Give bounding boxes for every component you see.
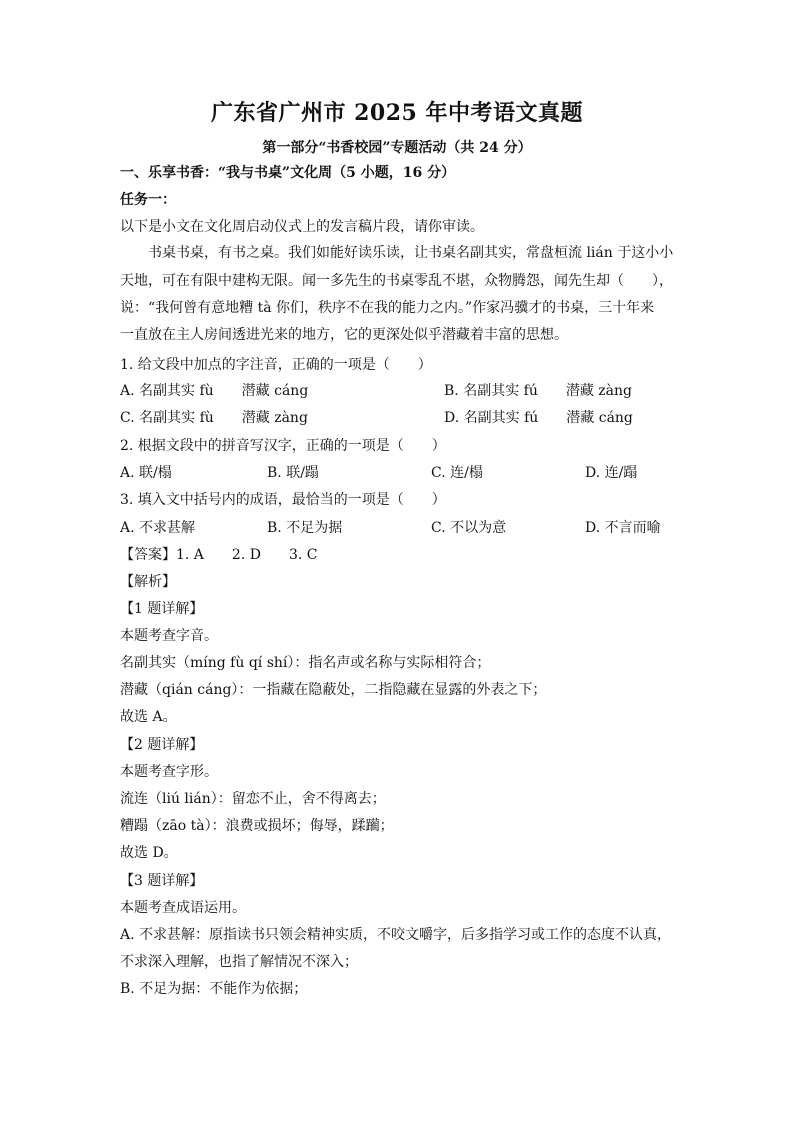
detail-text: 本题考查成语运用。 xyxy=(120,900,246,916)
option-a: A. 名副其实 fù 潜藏 cáng xyxy=(120,383,309,399)
intro-text: 以下是小文在文化周启动仪式上的发言稿片段，请你审读。 xyxy=(120,219,484,235)
passage-line: 天地，可在有限中建构无限。闻一多先生的书桌零乱不堪，众物腾怨，闻先生却（ ）， xyxy=(120,273,673,289)
detail-heading: 【3 题详解】 xyxy=(120,873,204,889)
detail-heading: 【1 题详解】 xyxy=(120,601,204,617)
analysis-heading: 【解析】 xyxy=(120,574,176,590)
passage-line: 书桌书桌，有书之桌。我们如能好读乐读，让书桌名副其实，常盘桓流 lián 于这小小 xyxy=(148,245,674,261)
detail-text: 本题考查字音。 xyxy=(120,628,218,644)
detail-text: 本题考查字形。 xyxy=(120,764,218,780)
option-b: B. 联/蹋 xyxy=(267,465,319,481)
answer-line: 【答案】1. A 2. D 3. C xyxy=(120,547,318,563)
question-stem: 1. 给文段中加点的字注音，正确的一项是（ ） xyxy=(120,357,432,373)
question-stem: 3. 填入文中括号内的成语，最恰当的一项是（ ） xyxy=(120,492,446,508)
page-title: 广东省广州市 2025 年中考语文真题 xyxy=(210,100,584,126)
option-b: B. 不足为据 xyxy=(267,520,343,536)
detail-text: 故选 A。 xyxy=(120,709,177,725)
detail-text: 流连（liú lián）：留恋不止，舍不得离去； xyxy=(120,791,386,807)
detail-text: 糟蹋（zāo tà）：浪费或损坏；侮辱，蹂躏； xyxy=(120,818,394,834)
detail-text: 不求深入理解，也指了解情况不深入； xyxy=(120,954,358,970)
question-stem: 2. 根据文段中的拼音写汉字，正确的一项是（ ） xyxy=(120,438,446,454)
option-c: C. 不以为意 xyxy=(431,520,507,536)
option-c: C. 名副其实 fù 潜藏 zàng xyxy=(120,410,308,426)
option-d: D. 不言而喻 xyxy=(585,520,661,536)
option-a: A. 联/榻 xyxy=(120,465,172,481)
detail-text: B. 不足为据：不能作为依据； xyxy=(120,981,308,997)
option-c: C. 连/榻 xyxy=(431,465,483,481)
option-d: D. 名副其实 fú 潜藏 cáng xyxy=(444,410,633,426)
detail-text: A. 不求甚解：原指读书只领会精神实质，不咬文嚼字，后多指学习或工作的态度不认真， xyxy=(120,927,672,943)
detail-text: 潜藏（qián cáng）：一指藏在隐蔽处，二指隐藏在显露的外表之下； xyxy=(120,682,547,698)
detail-text: 故选 D。 xyxy=(120,845,178,861)
part-subtitle: 第一部分“书香校园”专题活动（共 24 分） xyxy=(262,140,532,156)
detail-text: 名副其实（míng fù qí shí）：指名声或名称与实际相符合； xyxy=(120,655,491,671)
detail-heading: 【2 题详解】 xyxy=(120,737,204,753)
passage-line: 一直放在主人房间透进光来的地方，它的更深处似乎潜藏着丰富的思想。 xyxy=(120,327,568,343)
passage-line: 说：“我何曾有意地糟 tà 你们，秩序不在我的能力之内。”作家冯骥才的书桌，三十年来 xyxy=(120,300,655,316)
task-heading: 任务一： xyxy=(120,192,176,208)
option-b: B. 名副其实 fú 潜藏 zàng xyxy=(444,383,632,399)
section-heading: 一、乐享书香：“我与书桌”文化周（5 小题，16 分） xyxy=(120,165,456,181)
option-d: D. 连/蹋 xyxy=(585,465,638,481)
option-a: A. 不求甚解 xyxy=(120,520,196,536)
